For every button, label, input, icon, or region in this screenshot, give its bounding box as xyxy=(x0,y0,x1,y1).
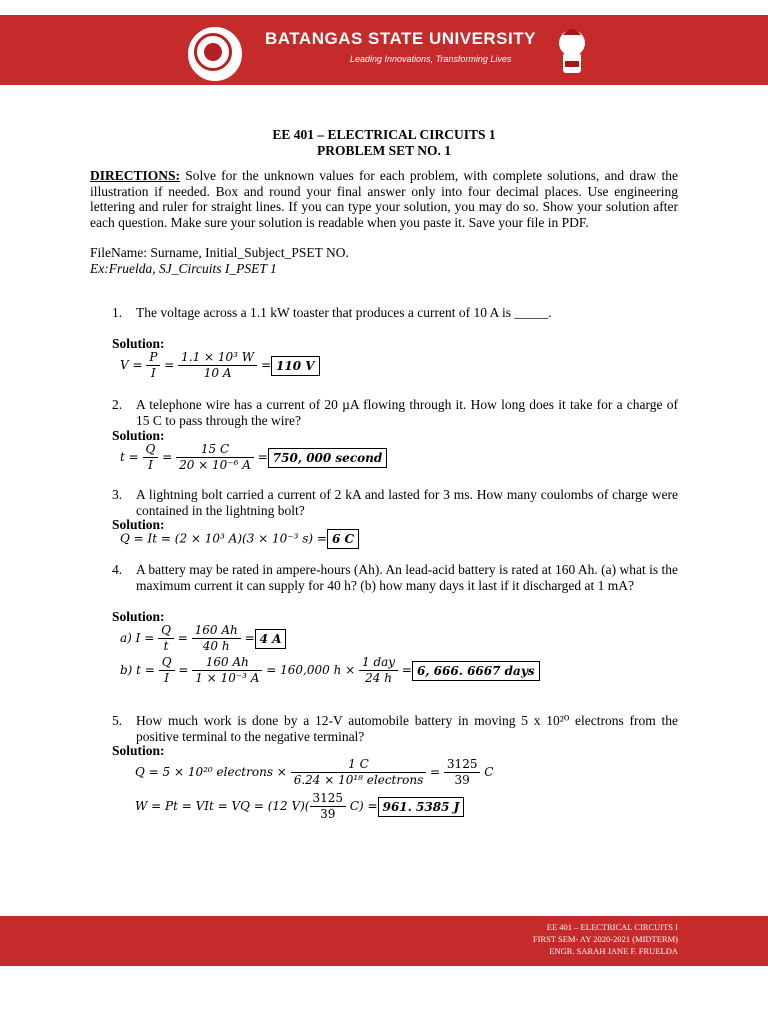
solution-5b-equation: W = Pt = VIt = VQ = (12 V)( $\frac{3125}{39}$ C) = 961. 5385 J xyxy=(135,791,464,822)
footer-banner xyxy=(0,916,768,966)
solution-3-equation: Q = It = (2 × 10³ A)(3 × 10⁻³ s) = 6 C xyxy=(120,529,359,549)
university-name: BATANGAS STATE UNIVERSITY xyxy=(265,29,536,48)
problem-3: 3. A lightning bolt carried a current of 2 kA and lasted for 3 ms. How many coulombs of charge were contained in the lightning bolt? xyxy=(112,487,678,518)
answer-3-box: 6 C xyxy=(327,529,359,549)
footer-course: EE 401 – ELECTRICAL CIRCUITS I xyxy=(546,922,678,932)
course-title: EE 401 – ELECTRICAL CIRCUITS 1 xyxy=(272,127,496,142)
solution-4a-equation: a) I = $\frac{Q}{t}$ = $\frac{160 Ah}{40 h}$ = 4 A xyxy=(120,623,286,654)
problem-1: 1. The voltage across a 1.1 kW toaster that produces a current of 10 A is _____. xyxy=(112,305,552,320)
problem-2: 2. A telephone wire has a current of 20 µA flowing through it. How long does it take for a charge of 15 C to pass through the wire? xyxy=(112,397,678,428)
solution-label-2: Solution: xyxy=(112,428,165,443)
university-seal-icon xyxy=(188,27,242,81)
solution-4b-equation: b) t = $\frac{Q}{I}$ = $\frac{160 Ah}{\text{1 × 10⁻³ A}}$ = 160,000 h × $\frac{\text{1 day}}{24 h}$ = 6, 666. 6667 days xyxy=(120,655,540,686)
solution-1-equation: V = $\frac{P}{I}$ = $\frac{\text{1.1 × 10³ W}}{10 A}$ = 110 V xyxy=(120,350,320,381)
red-spartan-mascot-icon xyxy=(555,21,589,79)
filename-instruction: FileName: Surname, Initial_Subject_PSET NO. xyxy=(90,245,349,260)
answer-1-box: 110 V xyxy=(271,356,320,376)
header-banner xyxy=(0,15,768,85)
solution-label-4: Solution: xyxy=(112,609,165,624)
footer-semester: FIRST SEM- AY 2020-2021 (MIDTERM) xyxy=(532,934,678,944)
problem-set-title: PROBLEM SET NO. 1 xyxy=(316,143,452,158)
university-tagline: Leading Innovations, Transforming Lives xyxy=(350,54,512,64)
directions xyxy=(90,168,678,230)
solution-5a-equation: Q = 5 × 10²⁰ electrons × $\frac{1 C}{\text{6.24 × 10¹⁸ electrons}}$ = $\frac{3125}{39}$ C xyxy=(135,757,494,787)
answer-4a-box: 4 A xyxy=(255,629,287,649)
directions-label: DIRECTIONS: xyxy=(90,168,181,183)
solution-label-1: Solution: xyxy=(112,336,165,351)
answer-5-box: 961. 5385 J xyxy=(378,797,465,817)
filename-example: Ex:Fruelda, SJ_Circuits I_PSET 1 xyxy=(90,261,277,276)
solution-2-equation: t = $\frac{Q}{I}$ = $\frac{15 C}{\text{20 × 10⁻⁶ A}}$ = 750, 000 second xyxy=(120,442,387,473)
solution-label-5: Solution: xyxy=(112,743,165,758)
problem-5: 5. How much work is done by a 12-V automobile battery in moving 5 x 10²⁰ electrons from the positive terminal to the negative terminal? xyxy=(112,713,678,744)
footer-instructor: ENGR. SARAH JANE F. FRUELDA xyxy=(549,946,678,956)
solution-label-3: Solution: xyxy=(112,517,165,532)
problem-4: 4. A battery may be rated in ampere-hours (Ah). An lead-acid battery is rated at 160 Ah. (a) what is the maximum current it can supply for 40 h? (b) how many days it last if it discharged at 1 mA? xyxy=(112,562,678,593)
answer-4b-box: 6, 666. 6667 days xyxy=(412,661,540,681)
directions-text: Solve for the unknown values for each problem, with complete solutions, and draw the illustration if needed. Box and round your final answer only into four decimal places. Use engineering lettering and ruler for straight lines. If you can type your solution, you may do so. Show your solution after each question. Make sure your solution is readable when you paste it. Save your file in PDF. xyxy=(90,168,678,230)
answer-2-box: 750, 000 second xyxy=(268,448,387,468)
